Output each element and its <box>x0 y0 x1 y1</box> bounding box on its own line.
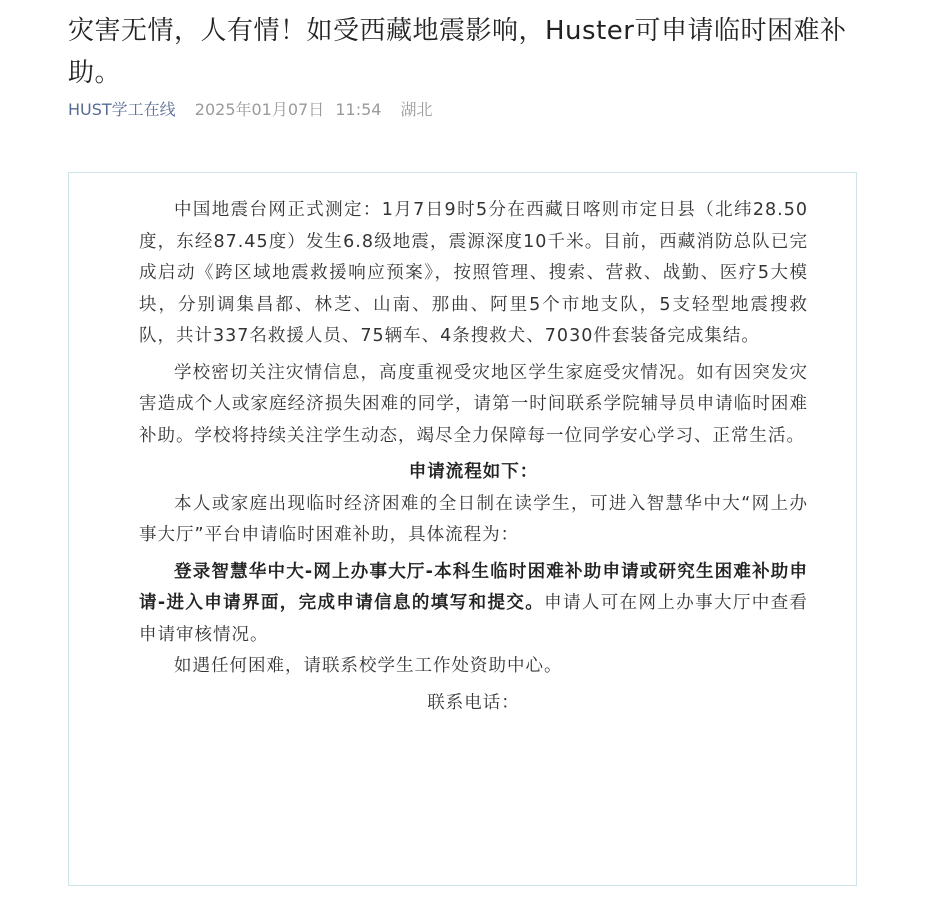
contact-phone-label: 联系电话： <box>427 692 520 713</box>
paragraph-eligibility: 本人或家庭出现临时经济困难的全日制在读学生，可进入智慧华中大“网上办事大厅”平台申请临时困难补助，具体流程为： <box>139 493 808 545</box>
paragraph-earthquake-info: 中国地震台网正式测定：1月7日9时5分在西藏日喀则市定日县（北纬28.50度，东经87.45度）发生6.8级地震，震源深度10千米。目前，西藏消防总队已完成启动《跨区域地震救援响应预案》，按照管理、搜索、营救、战勤、医疗5大模块，分别调集昌都、林芝、山南、那曲、阿里5个市地支队，5支轻型地震搜救队，共计337名救援人员、75辆车、4条搜救犬、7030件套装备完成集结。 <box>139 200 808 346</box>
process-heading: 申请流程如下： <box>408 462 539 482</box>
paragraph-contact-center: 如遇任何困难，请联系校学生工作处资助中心。 <box>174 656 563 676</box>
publish-location: 湖北 <box>400 100 433 119</box>
paragraph-process-steps <box>139 557 808 652</box>
publish-date: 2025年01月07日 <box>194 100 325 119</box>
process-steps-bold: 登录智慧华中大-网上办事大厅-本科生临时困难补助申请或研究生困难补助申请-进入申请界面，完成申请信息的填写和提交。 <box>139 561 808 613</box>
publish-time: 11:54 <box>335 100 382 119</box>
article-content-box <box>68 172 857 886</box>
article-title: 灾害无情，人有情！如受西藏地震影响，Huster可申请临时困难补助。 <box>68 16 847 88</box>
account-name-link[interactable]: HUST学工在线 <box>68 100 176 119</box>
paragraph-school-notice: 学校密切关注灾情信息，高度重视受灾地区学生家庭受灾情况。如有因突发灾害造成个人或家庭经济损失困难的同学，请第一时间联系学院辅导员申请临时困难补助。学校将持续关注学生动态，竭尽全力保障每一位同学安心学习、正常生活。 <box>139 362 808 446</box>
article-meta <box>68 98 433 122</box>
process-note: 申请人可在网上办事大厅中查看申请审核情况。 <box>139 593 809 645</box>
